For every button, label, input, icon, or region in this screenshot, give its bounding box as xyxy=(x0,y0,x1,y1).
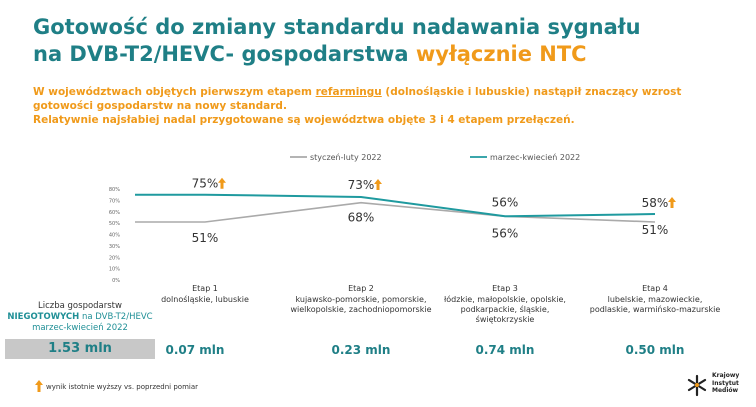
significance-arrow-icon xyxy=(218,178,226,189)
title-line-1: Gotowość do zmiany standardu nadawania sygnału xyxy=(33,15,641,39)
footnote: wynik istotnie wyższy vs. poprzedni pomiar xyxy=(46,383,199,391)
logo-line-1: Krajowy xyxy=(712,372,740,379)
household-count: 0.07 mln xyxy=(165,343,225,357)
y-tick-label: 60% xyxy=(108,209,120,216)
title-highlight: wyłącznie NTC xyxy=(415,42,587,66)
category-regions: podkarpackie, śląskie, xyxy=(460,305,550,314)
data-label: 56% xyxy=(491,226,519,241)
category-regions: świętokrzyskie xyxy=(475,315,535,324)
y-tick-label: 30% xyxy=(108,243,120,250)
category-label: Etap 1 xyxy=(192,284,218,293)
data-label: 56% xyxy=(491,195,519,210)
data-label: 73% xyxy=(347,177,375,192)
data-label: 51% xyxy=(191,230,219,245)
legend-entry: styczeń-luty 2022 xyxy=(310,153,382,162)
legend-entry: marzec-kwiecień 2022 xyxy=(490,153,581,162)
y-tick-label: 0% xyxy=(112,278,120,284)
subtitle-part-2: (dolnośląskie i lubuskie) nastąpił znaczący wzrost gotowości gospodarstw na nowy standard. xyxy=(33,86,682,112)
category-label: Etap 4 xyxy=(642,284,668,293)
logo-text xyxy=(712,372,739,395)
significance-arrow-icon xyxy=(374,179,382,190)
y-tick-label: 40% xyxy=(108,232,120,239)
household-count: 0.23 mln xyxy=(331,343,391,357)
summary-label xyxy=(5,301,155,334)
subtitle-part-1: W województwach objętych pierwszym etapem xyxy=(33,86,312,98)
data-label: 75% xyxy=(191,176,219,191)
logo-line-2: Instytut xyxy=(712,379,739,387)
total-households: 1.53 mln xyxy=(5,339,155,359)
category-regions: kujawsko-pomorskie, pomorskie, xyxy=(295,295,427,304)
y-tick-label: 10% xyxy=(108,266,120,273)
category-regions: łódzkie, małopolskie, opolskie, xyxy=(444,295,566,304)
data-label: 58% xyxy=(641,196,669,211)
data-label: 51% xyxy=(641,222,669,237)
subtitle-line-3: Relatywnie najsłabiej nadal przygotowane są województwa objęte 3 i 4 etapem przełączeń. xyxy=(33,114,575,126)
y-tick-label: 50% xyxy=(108,221,120,228)
subtitle-link[interactable]: refarmingu xyxy=(315,86,382,98)
category-label: Etap 2 xyxy=(348,284,374,293)
data-label: 68% xyxy=(347,210,375,225)
summary-line-3: marzec-kwiecień 2022 xyxy=(32,323,128,333)
series-line-1 xyxy=(135,203,655,222)
significance-arrow-icon xyxy=(668,197,676,208)
significance-arrow-icon xyxy=(35,380,43,392)
y-tick-label: 20% xyxy=(108,255,120,262)
title-prefix: na DVB-T2/HEVC- gospodarstwa xyxy=(33,42,409,66)
y-tick-label: 80% xyxy=(108,187,120,193)
category-regions: lubelskie, mazowieckie, xyxy=(607,295,703,304)
summary-neg-rest: na DVB-T2/HEVC xyxy=(81,312,153,322)
category-label: Etap 3 xyxy=(492,284,518,293)
logo-line-3: Mediów xyxy=(712,387,739,394)
category-regions: wielkopolskie, zachodniopomorskie xyxy=(290,305,432,314)
category-regions: dolnośląskie, lubuskie xyxy=(161,295,249,304)
summary-line-1: Liczba gospodarstw xyxy=(38,301,122,311)
household-count: 0.50 mln xyxy=(625,343,685,357)
summary-line-2 xyxy=(5,312,155,323)
summary-neg: NIEGOTOWYCH xyxy=(7,312,80,322)
household-count: 0.74 mln xyxy=(475,343,535,357)
category-regions: podlaskie, warmińsko-mazurskie xyxy=(589,305,721,314)
y-tick-label: 70% xyxy=(108,198,120,205)
